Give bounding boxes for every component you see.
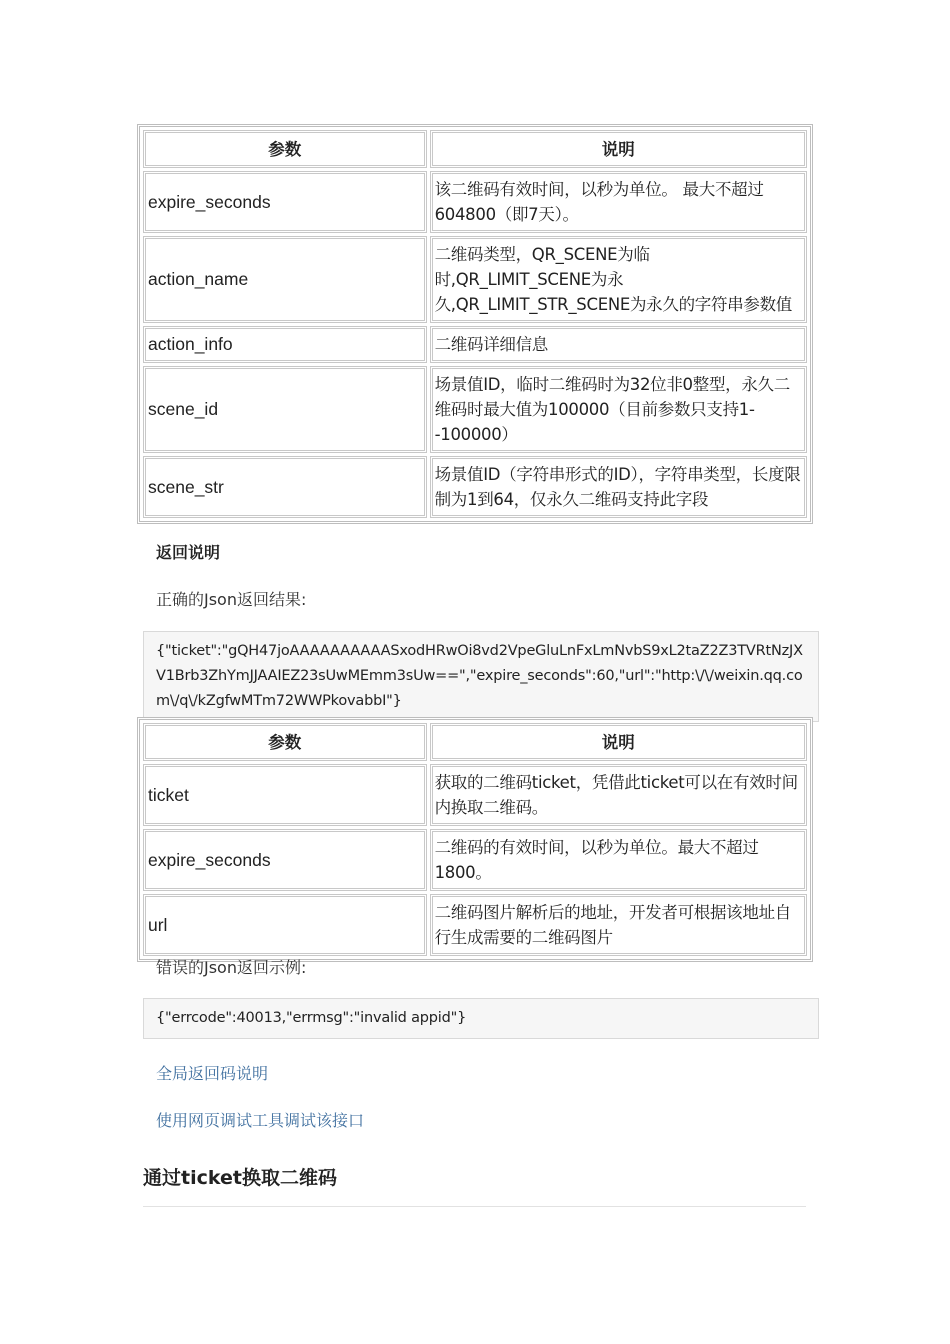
column-header-param: 参数 — [143, 723, 427, 761]
correct-json-code: {"ticket":"gQH47joAAAAAAAAAASxodHRwOi8vd2VpeGluLnFxLmNvbS9xL2taZ2Z3TVRtNzJXV1Brb3ZhYmJJAAIEZ23sUwMEmm3sUw==","expire_seconds":60,"url":"http:\/\/weixin.qq.com\/q\/kZgfwMTm72WWPkovabbI"} — [156, 643, 803, 709]
param-name: expire_seconds — [143, 171, 427, 233]
error-json-code-block — [143, 998, 819, 1039]
table-row — [143, 894, 807, 956]
param-name: ticket — [143, 764, 427, 826]
error-json-code: {"errcode":40013,"errmsg":"invalid appid"} — [156, 1010, 467, 1026]
param-name: action_info — [143, 326, 427, 363]
correct-json-code-block — [143, 631, 819, 722]
table-row — [143, 456, 807, 518]
table-row — [143, 764, 807, 826]
table-row — [143, 171, 807, 233]
param-desc: 二维码的有效时间，以秒为单位。最大不超过1800。 — [430, 829, 807, 891]
param-desc: 场景值ID，临时二维码时为32位非0整型，永久二维码时最大值为100000（目前参数只支持1--100000） — [430, 366, 807, 453]
param-desc: 二维码类型，QR_SCENE为临时,QR_LIMIT_SCENE为永久,QR_LIMIT_STR_SCENE为永久的字符串参数值 — [430, 236, 807, 323]
table-row — [143, 236, 807, 323]
table-header-row — [143, 723, 807, 761]
param-desc: 该二维码有效时间，以秒为单位。 最大不超过604800（即7天）。 — [430, 171, 807, 233]
table-row — [143, 326, 807, 363]
param-name: scene_id — [143, 366, 427, 453]
param-desc: 二维码图片解析后的地址，开发者可根据该地址自行生成需要的二维码图片 — [430, 894, 807, 956]
param-desc: 二维码详细信息 — [430, 326, 807, 363]
table-header-row — [143, 130, 807, 168]
response-params-table — [137, 717, 813, 962]
table-row — [143, 829, 807, 891]
web-debug-tool-link[interactable]: 使用网页调试工具调试该接口 — [156, 1111, 365, 1130]
param-name: url — [143, 894, 427, 956]
correct-json-intro: 正确的Json返回结果: — [156, 590, 307, 609]
return-section-title: 返回说明 — [156, 543, 221, 562]
error-json-intro: 错误的Json返回示例: — [156, 958, 307, 977]
param-name: expire_seconds — [143, 829, 427, 891]
global-return-codes-link[interactable]: 全局返回码说明 — [156, 1064, 269, 1083]
table-row — [143, 366, 807, 453]
column-header-desc: 说明 — [430, 723, 807, 761]
param-desc: 获取的二维码ticket，凭借此ticket可以在有效时间内换取二维码。 — [430, 764, 807, 826]
request-params-table — [137, 124, 813, 524]
param-desc: 场景值ID（字符串形式的ID），字符串类型，长度限制为1到64，仅永久二维码支持此字段 — [430, 456, 807, 518]
heading-divider — [143, 1206, 806, 1207]
param-name: action_name — [143, 236, 427, 323]
column-header-param: 参数 — [143, 130, 427, 168]
column-header-desc: 说明 — [430, 130, 807, 168]
section-heading-exchange-qrcode: 通过ticket换取二维码 — [143, 1167, 337, 1189]
param-name: scene_str — [143, 456, 427, 518]
